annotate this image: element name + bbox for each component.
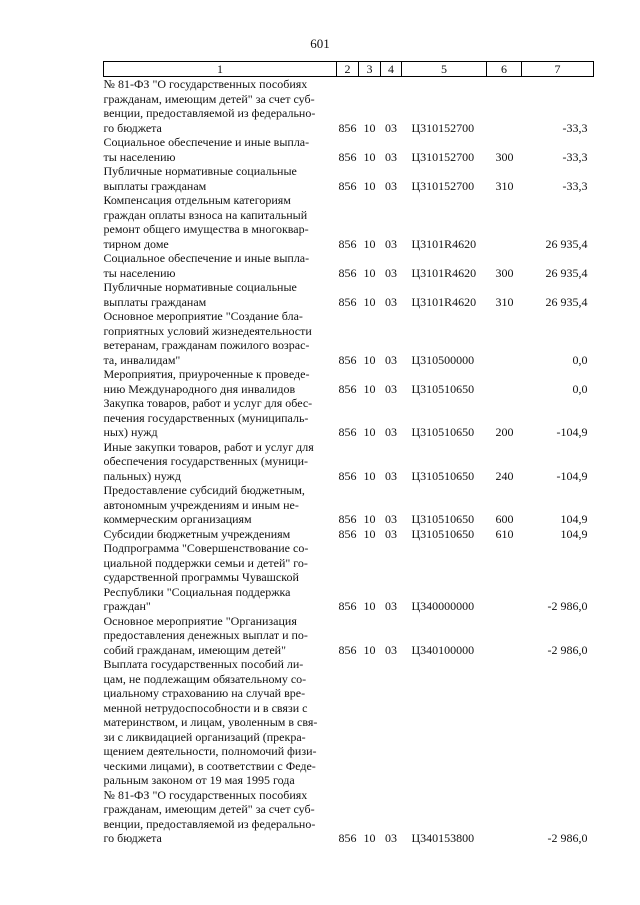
row-subsection-code: 03 [385,599,397,613]
row-section-code: 10 [363,512,376,526]
row-expense-type-code [487,193,522,251]
table-row [104,135,594,164]
row-target-article-code: Ц310500000 [411,352,475,367]
row-amount: 26 935,4 [545,265,588,280]
row-section-code: 10 [363,381,376,396]
row-section-code: 10 [363,526,376,541]
row-description: Выплата государственных пособий ли- цам, не подлежащим обязательному со- циальному страхованию на случай вре- менной нетрудоспособности и в связи с материнством, и лицам, уволенным в свя- зи с ликвидацией организаций (прекра- щением деятельности, полномочий физи- ческими лицами), в соответствии с Феде- ральным законом от 19 мая 1995 года № 81-ФЗ "О государственных пособиях гражданам, имеющим детей" за счет суб- венции, предоставляемой из федерально- го бюджета [103,657,318,845]
row-description: Публичные нормативные социальные выплаты гражданам [103,164,297,193]
table-row [104,483,594,527]
row-target-article-code: Ц3101R4620 [411,236,477,251]
table-row [104,657,594,846]
row-amount: 104,9 [560,526,588,541]
row-amount: -104,9 [556,468,588,483]
row-expense-type-code [487,367,522,396]
row-amount: -33,3 [562,120,588,135]
row-grbs-code: 856 [338,599,357,613]
row-target-article-code: Ц340153800 [411,831,475,845]
row-subsection-code: 03 [385,178,397,193]
row-subsection-code: 03 [385,149,397,164]
row-target-article-code: Ц310510650 [411,526,475,541]
row-description: Подпрограмма "Совершенствование со- циальной поддержки семьи и детей" го- сударственной программы Чувашской Республики "Социальная поддержка граждан" [103,541,309,613]
table-row [104,193,594,251]
row-target-article-code: Ц3101R4620 [411,294,477,309]
row-grbs-code: 856 [338,526,357,541]
row-amount: -2 986,0 [547,642,588,657]
row-expense-type-code: 300 [495,265,514,280]
row-subsection-code: 03 [385,526,397,541]
row-subsection-code: 03 [385,120,397,135]
row-description: № 81-ФЗ "О государственных пособиях гражданам, имеющим детей" за счет суб- венции, предоставляемой из федерально- го бюджета [103,77,316,135]
header-cell: 5 [402,62,487,77]
row-subsection-code: 03 [385,642,397,657]
row-expense-type-code: 310 [495,178,514,193]
page-number: 601 [310,36,330,51]
row-expense-type-code: 200 [495,425,514,439]
row-target-article-code: Ц310152700 [411,178,475,193]
row-expense-type-code: 310 [495,294,514,309]
table-row [104,614,594,658]
row-subsection-code: 03 [385,236,397,251]
row-grbs-code: 856 [338,831,357,845]
row-grbs-code: 856 [338,468,357,483]
row-expense-type-code [487,77,522,136]
row-grbs-code: 856 [338,381,357,396]
row-amount: 26 935,4 [545,294,588,309]
table-row [104,396,594,440]
row-subsection-code: 03 [385,468,397,483]
table-row [104,251,594,280]
row-description: Мероприятия, приуроченные к проведе- нию Международного дня инвалидов [103,367,310,396]
row-section-code: 10 [363,831,376,845]
header-cell: 1 [104,62,337,77]
row-section-code: 10 [363,599,376,613]
row-amount: -104,9 [556,425,588,439]
row-section-code: 10 [363,236,376,251]
row-target-article-code: Ц310152700 [411,149,475,164]
row-section-code: 10 [363,120,376,135]
row-subsection-code: 03 [385,294,397,309]
row-amount: -33,3 [562,149,588,164]
row-section-code: 10 [363,178,376,193]
row-description: Компенсация отдельным категориям граждан оплаты взноса на капитальный ремонт общего имущества в многоквар- тирном доме [103,193,309,251]
row-subsection-code: 03 [385,352,397,367]
row-grbs-code: 856 [338,178,357,193]
row-target-article-code: Ц310510650 [411,512,475,526]
table-row [104,280,594,309]
row-description: Основное мероприятие "Создание бла- гоприятных условий жизнедеятельности ветеранам, гражданам пожилого возрас- та, инвалидам" [103,309,312,367]
row-target-article-code: Ц310152700 [411,120,475,135]
row-expense-type-code [487,657,522,846]
row-section-code: 10 [363,265,376,280]
row-description: Публичные нормативные социальные выплаты гражданам [103,280,297,309]
row-section-code: 10 [363,468,376,483]
row-expense-type-code: 300 [495,149,514,164]
row-amount: -2 986,0 [547,599,588,613]
row-expense-type-code [487,614,522,658]
row-grbs-code: 856 [338,236,357,251]
row-section-code: 10 [363,642,376,657]
row-amount: 26 935,4 [545,236,588,251]
row-section-code: 10 [363,149,376,164]
row-description: Закупка товаров, работ и услуг для обес- печения государственных (муниципаль- ных) нужд [103,396,313,439]
row-section-code: 10 [363,352,376,367]
row-subsection-code: 03 [385,512,397,526]
row-expense-type-code: 240 [495,468,514,483]
row-description: Предоставление субсидий бюджетным, автономным учреждениям и иным не- коммерческим организациям [103,483,305,526]
row-amount: -33,3 [562,178,588,193]
row-target-article-code: Ц3101R4620 [411,265,477,280]
row-amount: -2 986,0 [547,831,588,845]
row-grbs-code: 856 [338,149,357,164]
row-expense-type-code [487,309,522,367]
row-expense-type-code: 610 [495,526,514,541]
table-row [104,527,594,542]
row-grbs-code: 856 [338,265,357,280]
header-cell: 7 [522,62,594,77]
row-amount: 104,9 [560,512,588,526]
row-grbs-code: 856 [338,512,357,526]
table-row [104,77,594,136]
header-cell: 3 [359,62,381,77]
row-description: Социальное обеспечение и иные выпла- ты населению [103,135,310,164]
budget-table [103,61,594,846]
row-grbs-code: 856 [338,642,357,657]
row-grbs-code: 856 [338,294,357,309]
row-target-article-code: Ц340100000 [411,642,475,657]
row-grbs-code: 856 [338,425,357,439]
row-subsection-code: 03 [385,831,397,845]
row-target-article-code: Ц310510650 [411,425,475,439]
row-subsection-code: 03 [385,265,397,280]
row-target-article-code: Ц310510650 [411,381,475,396]
header-cell: 6 [487,62,522,77]
row-amount: 0,0 [572,381,588,396]
header-cell: 4 [381,62,402,77]
table-row [104,541,594,614]
row-description: Социальное обеспечение и иные выпла- ты населению [103,251,310,280]
table-row [104,164,594,193]
header-row [104,62,594,77]
row-description: Основное мероприятие "Организация предоставления денежных выплат и по- собий гражданам, имеющим детей" [103,613,308,657]
row-grbs-code: 856 [338,352,357,367]
row-grbs-code: 856 [338,120,357,135]
table-row [104,440,594,484]
row-expense-type-code: 600 [495,512,514,526]
header-cell: 2 [337,62,359,77]
row-amount: 0,0 [572,352,588,367]
row-target-article-code: Ц340000000 [411,599,475,613]
table-row [104,309,594,367]
row-section-code: 10 [363,294,376,309]
row-description: Иные закупки товаров, работ и услуг для обеспечения государственных (муници- пальных) нужд [103,439,314,483]
row-section-code: 10 [363,425,376,439]
row-expense-type-code [487,541,522,614]
row-target-article-code: Ц310510650 [411,468,475,483]
table-row [104,367,594,396]
row-subsection-code: 03 [385,425,397,439]
row-subsection-code: 03 [385,381,397,396]
row-description: Субсидии бюджетным учреждениям [103,526,291,541]
